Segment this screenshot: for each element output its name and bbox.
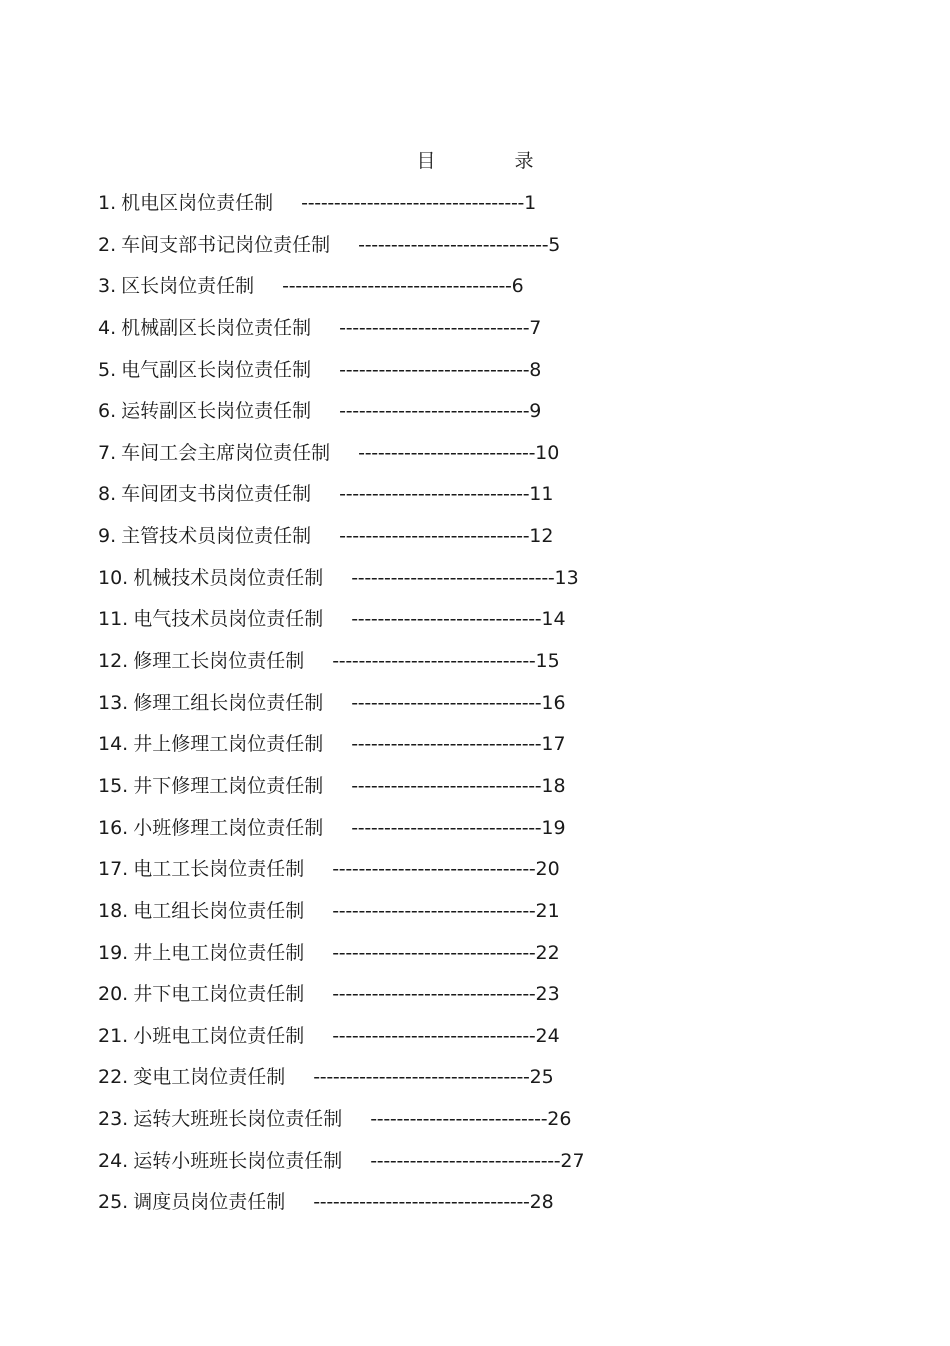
toc-entry-title: 车间工会主席岗位责任制	[121, 441, 331, 464]
toc-entry[interactable]	[98, 688, 585, 730]
toc-entry-number: 21.	[98, 1024, 129, 1047]
toc-entry-leader: ----------------------------------	[301, 192, 525, 214]
toc-entry-leader: -----------------------------	[339, 358, 530, 381]
toc-entry-number: 17.	[98, 858, 129, 881]
toc-entry-leader: ---------------------------	[370, 1108, 548, 1131]
toc-entry-number: 18.	[98, 899, 129, 922]
toc-entry[interactable]	[98, 271, 585, 313]
toc-entry[interactable]	[98, 1104, 585, 1146]
toc-entry-title: 机电区岗位责任制	[121, 192, 274, 214]
toc-entry-page-number: 13	[554, 566, 579, 589]
toc-entry-page-number: 27	[560, 1149, 585, 1172]
toc-entry[interactable]	[98, 438, 585, 480]
toc-entry-leader: -------------------------------	[351, 566, 555, 589]
toc-entry-title: 运转小班班长岗位责任制	[133, 1149, 343, 1172]
toc-entry-number: 9.	[98, 525, 117, 548]
toc-entry-page-number: 15	[535, 650, 560, 673]
toc-entry[interactable]	[98, 771, 585, 813]
toc-entry-title: 主管技术员岗位责任制	[121, 525, 312, 548]
toc-entry-number: 10.	[98, 566, 129, 589]
toc-entry[interactable]	[98, 854, 585, 896]
toc-entry-number: 1.	[98, 192, 117, 214]
toc-entry-title: 电气副区长岗位责任制	[121, 358, 312, 381]
toc-entry-leader: -------------------------------	[332, 983, 536, 1006]
toc-entry-page-number: 9	[529, 400, 542, 423]
toc-entry[interactable]	[98, 938, 585, 980]
toc-entry-leader: ---------------------------------	[313, 1191, 530, 1214]
toc-entry[interactable]	[98, 896, 585, 938]
toc-entry-title: 车间支部书记岗位责任制	[121, 233, 331, 256]
toc-entry-leader: -------------------------------	[332, 858, 536, 881]
toc-entry-page-number: 21	[535, 899, 560, 922]
toc-entry-number: 12.	[98, 650, 129, 673]
toc-entry-page-number: 17	[541, 733, 566, 756]
toc-entry-number: 11.	[98, 608, 129, 631]
toc-entry[interactable]	[98, 1062, 585, 1104]
toc-entry-number: 5.	[98, 358, 117, 381]
toc-entry-title: 井上修理工岗位责任制	[133, 733, 324, 756]
toc-entry[interactable]	[98, 1021, 585, 1063]
toc-entry-title: 小班电工岗位责任制	[133, 1024, 305, 1047]
toc-entry-leader: -------------------------------	[332, 941, 536, 964]
toc-entry-title: 运转大班班长岗位责任制	[133, 1108, 343, 1131]
toc-entry[interactable]	[98, 188, 585, 230]
toc-entry-number: 20.	[98, 983, 129, 1006]
toc-entry-leader: -----------------------------	[339, 316, 530, 339]
toc-entry[interactable]	[98, 604, 585, 646]
toc-title: 目 录	[416, 150, 564, 172]
toc-entry-title: 区长岗位责任制	[121, 275, 255, 298]
toc-entry-number: 4.	[98, 316, 117, 339]
toc-entry-page-number: 14	[541, 608, 566, 631]
toc-entry-title: 调度员岗位责任制	[133, 1191, 286, 1214]
toc-entry-title: 小班修理工岗位责任制	[133, 816, 324, 839]
toc-entry-page-number: 19	[541, 816, 566, 839]
toc-entry-page-number: 23	[535, 983, 560, 1006]
toc-entry-page-number: 5	[548, 233, 561, 256]
toc-entry[interactable]	[98, 479, 585, 521]
toc-entry[interactable]	[98, 813, 585, 855]
toc-entry-page-number: 7	[529, 316, 542, 339]
toc-entry-page-number: 28	[529, 1191, 554, 1214]
toc-entry[interactable]	[98, 729, 585, 771]
toc-entry-page-number: 25	[529, 1066, 554, 1089]
toc-entry-page-number: 16	[541, 691, 566, 714]
toc-entry[interactable]	[98, 355, 585, 397]
toc-entry-leader: -----------------------------	[339, 483, 530, 506]
toc-entry-number: 14.	[98, 733, 129, 756]
toc-entry-title: 机械技术员岗位责任制	[133, 566, 324, 589]
toc-entry-title: 车间团支书岗位责任制	[121, 483, 312, 506]
toc-entry-title: 变电工岗位责任制	[133, 1066, 286, 1089]
toc-entry-page-number: 20	[535, 858, 560, 881]
toc-entry-leader: -------------------------------	[332, 650, 536, 673]
toc-entry-number: 16.	[98, 816, 129, 839]
table-of-contents	[98, 188, 585, 1229]
toc-entry[interactable]	[98, 563, 585, 605]
toc-entry[interactable]	[98, 979, 585, 1021]
toc-entry[interactable]	[98, 396, 585, 438]
toc-entry-number: 19.	[98, 941, 129, 964]
toc-entry-leader: -----------------------------	[351, 816, 542, 839]
toc-entry-title: 机械副区长岗位责任制	[121, 316, 312, 339]
toc-entry-page-number: 26	[547, 1108, 572, 1131]
toc-entry-leader: -------------------------------	[332, 899, 536, 922]
toc-entry-number: 25.	[98, 1191, 129, 1214]
toc-entry-page-number: 10	[535, 441, 560, 464]
toc-entry-number: 2.	[98, 233, 117, 256]
toc-entry-leader: ---------------------------------	[313, 1066, 530, 1089]
toc-entry-title: 电工组长岗位责任制	[133, 899, 305, 922]
toc-entry-number: 13.	[98, 691, 129, 714]
toc-entry-number: 7.	[98, 441, 117, 464]
toc-entry-number: 15.	[98, 774, 129, 797]
toc-entry[interactable]	[98, 521, 585, 563]
toc-entry-title: 井上电工岗位责任制	[133, 941, 305, 964]
toc-entry-number: 6.	[98, 400, 117, 423]
toc-entry-leader: ---------------------------	[358, 441, 536, 464]
toc-entry[interactable]	[98, 1187, 585, 1229]
toc-entry-leader: -----------------------------------	[282, 275, 512, 298]
toc-entry[interactable]	[98, 313, 585, 355]
toc-entry-leader: -----------------------------	[351, 691, 542, 714]
toc-entry-page-number: 24	[535, 1024, 560, 1047]
toc-entry-title: 井下修理工岗位责任制	[133, 774, 324, 797]
toc-entry-page-number: 1	[524, 192, 537, 214]
toc-entry-leader: -----------------------------	[339, 400, 530, 423]
toc-entry[interactable]	[98, 1146, 585, 1188]
toc-entry-leader: -----------------------------	[351, 774, 542, 797]
toc-entry-number: 3.	[98, 275, 117, 298]
toc-entry-leader: -----------------------------	[358, 233, 549, 256]
toc-entry-number: 24.	[98, 1149, 129, 1172]
toc-entry-title: 井下电工岗位责任制	[133, 983, 305, 1006]
toc-entry-leader: -----------------------------	[339, 525, 530, 548]
toc-entry-title: 电工工长岗位责任制	[133, 858, 305, 881]
toc-entry[interactable]	[98, 646, 585, 688]
toc-entry-leader: -----------------------------	[351, 608, 542, 631]
toc-entry-page-number: 18	[541, 774, 566, 797]
toc-entry-page-number: 6	[511, 275, 524, 298]
toc-entry-page-number: 11	[529, 483, 554, 506]
toc-entry-leader: -----------------------------	[370, 1149, 561, 1172]
toc-entry-number: 22.	[98, 1066, 129, 1089]
toc-entry-title: 修理工组长岗位责任制	[133, 691, 324, 714]
toc-entry-page-number: 8	[529, 358, 542, 381]
toc-entry-page-number: 22	[535, 941, 560, 964]
toc-entry-title: 运转副区长岗位责任制	[121, 400, 312, 423]
toc-entry-title: 修理工长岗位责任制	[133, 650, 305, 673]
toc-entry-leader: -------------------------------	[332, 1024, 536, 1047]
toc-entry[interactable]	[98, 230, 585, 272]
toc-entry-title: 电气技术员岗位责任制	[133, 608, 324, 631]
toc-entry-leader: -----------------------------	[351, 733, 542, 756]
toc-entry-number: 8.	[98, 483, 117, 506]
toc-entry-page-number: 12	[529, 525, 554, 548]
toc-entry-number: 23.	[98, 1108, 129, 1131]
